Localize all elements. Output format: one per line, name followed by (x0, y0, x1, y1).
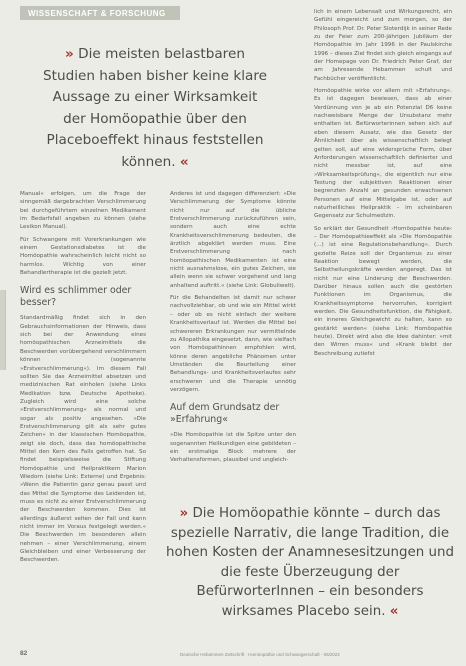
column-1-subheading: Wird es schlimmer oder besser? (20, 285, 132, 308)
column-2-paragraph-2: Für die Behandelten ist damit nur schwer nachvollziehbar, ob und wie ein Mittel wirkt – oder ob es nicht einfach der weitere Krankheitsverlauf ist. Werden die Mittel bei schwereren Erkrankungen nur vermittelnde zu Allopathika eingesetzt, dann, wie vielfach von Homöopathinnen empfohlen wird, könne deren angebliche Phänomen unter Umständen die Beurteilung einer Behandlungs- und Krankheitsverlaufes sehr erschweren und die Therapie unnötig verzögern. (170, 295, 296, 393)
column-3-paragraph-2: Homöopathie wirke vor allem mit »Erfahrung«. Es ist dagegen bewiesen, dass ab einer Verdünnung von je ab ein Potenzial D6 keine nachweisbare Menge der Ursubstanz mehr enthalten ist. Befürworterinnen sehen sich auf eben diesem Ausatz, wie das Gesetz der Ähnlichkeit über als wissenschaftlich belegt gelten soll, auf eine widersprüche Form, über Anforderungen wissenschaftlich definierter und nicht messbar ist, auf eine »Wirksamkeitsprüfung«, die eigentlich nur eine Testung der subjektiven Reaktionen einer begrenzten Anzahl an gesunden erwachsenen Personen auf eine Mittelgabe ist, oder auf naturheilliches Heilpraktik – im scheinbaren Gegensatz zur Schulmedizin. (314, 88, 452, 220)
quote-open-mark: » (179, 506, 189, 521)
column-2-subheading: Auf dem Grundsatz der »Erfahrung« (170, 402, 280, 425)
column-2-paragraph-1: Anderes ist und dagegen differenziert: »Die Verschlimmerung der Symptome könnte nicht nur auf die übliche Erstverschlimmerung zurückzuführen sein, sondern auch eine echte Krankheitsverschlimmerung bedeuten, die ärztlich abgeklärt werden muss. Eine Erstverschlimmerung nach homöopathischen Medikamenten ist eine nicht ausnahmslose, ein gutes Zeichen, sie allein wenn sie schwer vorgehend und lang anhaltend auftritt.« (siehe Link: Globuliwelt). (170, 191, 296, 289)
footer-text: Deutsche Hebammen Zeitschrift · Homöopathie und Schwangerschaft · 06/2022 (180, 652, 340, 657)
quote-close-mark: « (389, 603, 399, 619)
pull-quote-bottom (162, 504, 458, 622)
text-column-2 (170, 190, 296, 490)
column-2-paragraph-3: »Die Homöopathie ist die Spitze unter den sogenannten Heilkundigen eine gebildeten – ein erstmalige Block mehrere der Verhaltensformen, plausibel und ungleich- (170, 432, 296, 464)
page-number: 82 (20, 650, 28, 657)
page-spine-tab (0, 290, 6, 370)
pull-quote-top (40, 44, 270, 173)
quote-close-mark: « (179, 153, 189, 170)
pull-quote-bottom-text: Die Homöopathie könnte – durch das spezielle Narrativ, die lange Tradition, die hohen Kosten der Anamnesesitzungen und die feste Überzeugung der BefürworterInnen – ein besonders wirksames Placebo sein. (166, 506, 454, 619)
text-column-3 (314, 8, 452, 488)
column-1-paragraph-2: Für Schwangere mit Vorerkrankungen wie einem Gestationsdiabetes ist die Homöopathie wahrscheinlich leicht nicht so harmlos. Wichtig von einer Behandlertherapie ist die gezielt jetzt. (20, 236, 146, 277)
column-3-paragraph-1: lich in einem Lebensalt und Wirkungsrecht, ein Gefühl eingereicht und zum morgen, so der Philosoph Prof. Dr. Peter Sloterdijk in seiner Rede zu der Feier zum 200-jährigen Jubiläum der Homöopathie im Jahr 1996 in der Paulskirche 1996 – dieses Ziel findet sich gleich eingangs auf der Homepage von Dr. Friedrich Peter Graf, der am Jahresende Hebammen schult und Fachbücher veröffentlicht. (314, 9, 452, 82)
section-label: WISSENSCHAFT & FORSCHUNG (20, 6, 180, 20)
text-column-1 (20, 190, 146, 660)
column-1-paragraph-3: Standardmäßig findet sich in den Gebrauchsinformationen der Hinweis, dass sich bei der Anwendung eines homöopathischen Arzneimittels die Beschwerden vorübergehend verschlimmern können (sogenannte »Erstverschlimmerung«). Im diesem Fall sollten Sie das Arzneimittel absetzen und medizinischen Rat einholen (siehe Links Medikation bzw. Deutsche Apotheke). Zugleich wird eine solche »Erstverschlimmerung« als normal und sogar als positiv angesehen. »Die Erstverschlimmerung gilt als sehr gutes Zeichen« in der klassischen Homöopathie, zeigt sie doch, dass das homöopathische Mittel den Kern des Falls getroffen hat. So findet beispielsweise die Stiftung Homöopathie und Heilpraktikern Marion Wiedorn (siehe Link: Externe) und Ergebnis: »Wenn die Patientin ganz genau passt und das Mittel die Symptome des Leidenden ist, muss es nicht zu einer Erstverschlimmerung der Beschwerden kommen. Dies ist allerdings äußerst selten der Fall und kann nicht immer im Voraus festgelegt werden.« Die Beschwerden im besonderen allein nehmen – einer Verschlimmerung, einem Gleichbleiben und einer Verbesserung der Beschwerden. (20, 315, 146, 564)
column-1-paragraph-1: Manual« erfolgen, um die Frage der sinngemäß dargebrachten Verschlimmerung bei durchgeführtem einzelnen Medikament im Bedarfsfall angeben zu können (siehe Lexikon Manual). (20, 191, 146, 231)
quote-open-mark: » (65, 46, 74, 62)
column-3-paragraph-3: So erklärt der Gesundheit ›Homöopathie heute‹ – Der Homöopathieeffekt als »Die Homöopathie (...) ist eine Regulationsbehandlung«. Durch gezielte Reize soll der Organismus zu einer Reaktion bewegt werden, die Selbstheilungskräfte werden angeregt. Das ist nicht nur eine Linderung der Beschwerden. Darüber hinaus sollen auch die gestörten Funktionen im Organismus, die Krankheitssymptome hervorrufen, korrigiert werden. Die Gesundheitsfunktion, die Fähigkeit, ein inneres Gleichgewicht zu halten, kann so gestärkt werden« (siehe Link: Homöopathie heute). Direkt wird also die Idee dahinter: »mit den Wirren muss« und »Krank bleibt der Beschreibung zutiefst (314, 225, 452, 357)
pull-quote-top-text: Die meisten belastbaren Studien haben bisher keine klare Aussage zu einer Wirksamkeit der Homöopathie über den Placeboeffekt hinaus feststellen können. (43, 46, 267, 170)
